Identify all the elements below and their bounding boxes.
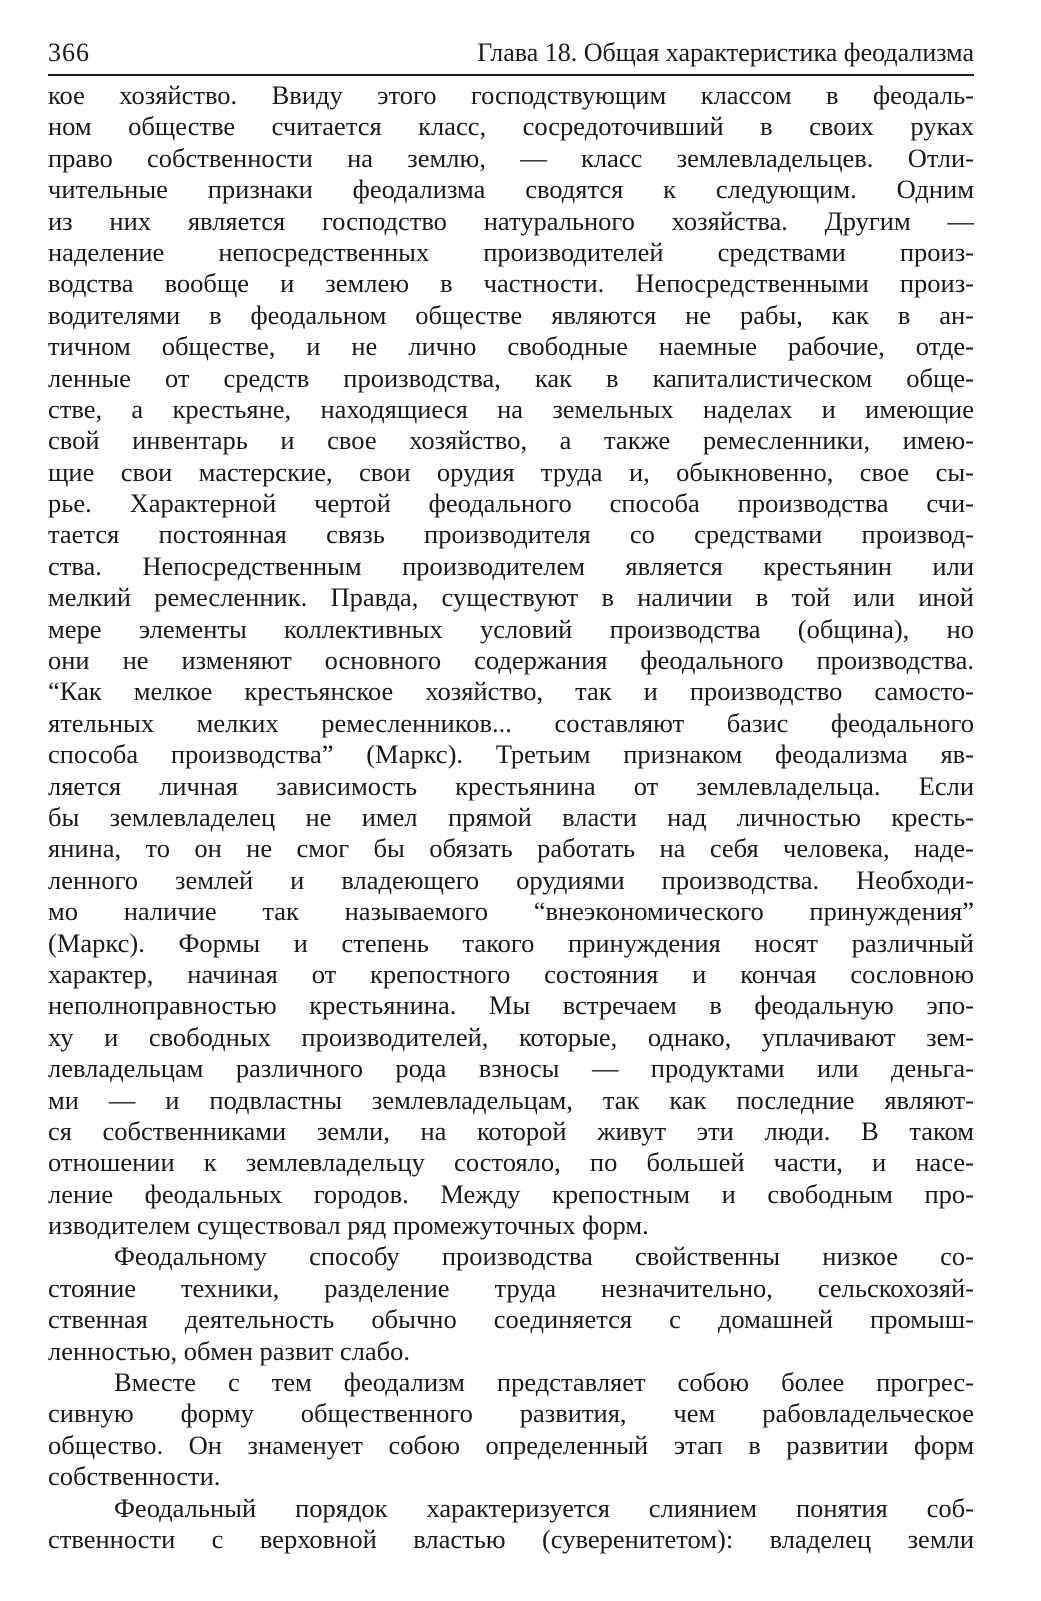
paragraph-4 (48, 1493, 974, 1556)
text-line: сивную форму общественного развития, чем рабовладельческое (48, 1398, 974, 1429)
text-line: ства. Непосредственным производителем является крестьянин или (48, 550, 974, 581)
text-line: ление феодальных городов. Между крепостным и свободным про- (48, 1178, 974, 1209)
text-line: ми — и подвластны землевладельцам, так как последние являют- (48, 1084, 974, 1115)
text-line: ся собственниками земли, на которой живут эти люди. В таком (48, 1115, 974, 1146)
text-line: ственности с верховной властью (суверенитетом): владелец земли (48, 1523, 974, 1554)
text-line: водителями в феодальном обществе являются не рабы, как в ан- (48, 299, 974, 330)
text-line: неполноправностью крестьянина. Мы встречаем в феодальную эпо- (48, 990, 974, 1021)
text-line: мелкий ремесленник. Правда, существуют в наличии в той или иной (48, 582, 974, 613)
text-line: отношении к землевладельцу состояло, по большей части, и насе- (48, 1147, 974, 1178)
text-line: Феодальному способу производства свойственны низкое со- (114, 1241, 974, 1272)
text-line: наделение непосредственных производителей средствами произ- (48, 236, 974, 267)
text-line: бы землевладелец не имел прямой власти над личностью кресть- (48, 801, 974, 832)
text-line: кое хозяйство. Ввиду этого господствующим классом в феодаль- (48, 80, 974, 110)
running-head (48, 38, 974, 76)
text-line: янина, то он не смог бы обязать работать на себя человека, наде- (48, 833, 974, 864)
text-line: чительные признаки феодализма сводятся к следующим. Одним (48, 174, 974, 205)
chapter-title: Глава 18. Общая характеристика феодализма (477, 38, 974, 67)
text-line: Вместе с тем феодализм представляет собою более прогрес- (114, 1367, 974, 1398)
text-line: тается постоянная связь производителя со средствами производ- (48, 519, 974, 550)
paragraph-3 (48, 1367, 974, 1493)
text-line: мере элементы коллективных условий производства (община), но (48, 613, 974, 644)
text-line: общество. Он знаменует собою определенный этап в развитии форм (48, 1429, 974, 1460)
paragraph-2 (48, 1241, 974, 1367)
text-line: Феодальный порядок характеризуется слиянием понятия соб- (114, 1492, 974, 1523)
text-line: ственная деятельность обычно соединяется с домашней промыш- (48, 1304, 974, 1335)
text-line: стве, а крестьяне, находящиеся на земельных наделах и имеющие (48, 393, 974, 424)
text-line: ленного землей и владеющего орудиями производства. Необходи- (48, 864, 974, 895)
text-line: стояние техники, разделение труда незначительно, сельскохозяй- (48, 1272, 974, 1303)
text-line: они не изменяют основного содержания феодального производства. (48, 645, 974, 676)
text-line: мо наличие так называемого “внеэкономического принуждения” (48, 896, 974, 927)
text-line: левладельцам различного рода взносы — продуктами или деньга- (48, 1053, 974, 1084)
text-line: способа производства” (Маркс). Третьим признаком феодализма яв- (48, 739, 974, 770)
page-number: 366 (48, 38, 90, 67)
text-line: ном обществе считается класс, сосредоточивший в своих руках (48, 111, 974, 142)
text-line: ленностью, обмен развит слабо. (48, 1335, 411, 1366)
text-line: тичном обществе, и не лично свободные наемные рабочие, отде- (48, 331, 974, 362)
text-line: ятельных мелких ремесленников... составляют базис феодального (48, 707, 974, 738)
text-line: свой инвентарь и свое хозяйство, а также ремесленники, имею- (48, 425, 974, 456)
text-line: характер, начиная от крепостного состояния и кончая сословною (48, 958, 974, 989)
body-text (48, 80, 974, 1555)
text-line: щие свои мастерские, свои орудия труда и, обыкновенно, свое сы- (48, 456, 974, 487)
text-line: ленные от средств производства, как в капиталистическом обще- (48, 362, 974, 393)
text-line: изводителем существовал ряд промежуточных форм. (48, 1210, 649, 1241)
text-line: право собственности на землю, — класс землевладельцев. Отли- (48, 142, 974, 173)
text-line: из них является господство натурального хозяйства. Другим — (48, 205, 974, 236)
text-line: водства вообще и землею в частности. Непосредственными произ- (48, 268, 974, 299)
text-line: рье. Характерной чертой феодального способа производства счи- (48, 488, 974, 519)
paragraph-1 (48, 80, 974, 1241)
book-page (48, 38, 974, 1555)
text-line: ляется личная зависимость крестьянина от землевладельца. Если (48, 770, 974, 801)
text-line: ху и свободных производителей, которые, однако, уплачивают зем- (48, 1021, 974, 1052)
text-line: (Маркс). Формы и степень такого принуждения носят различный (48, 927, 974, 958)
text-line: собственности. (48, 1461, 221, 1492)
text-line: “Как мелкое крестьянское хозяйство, так и производство самосто- (48, 676, 974, 707)
